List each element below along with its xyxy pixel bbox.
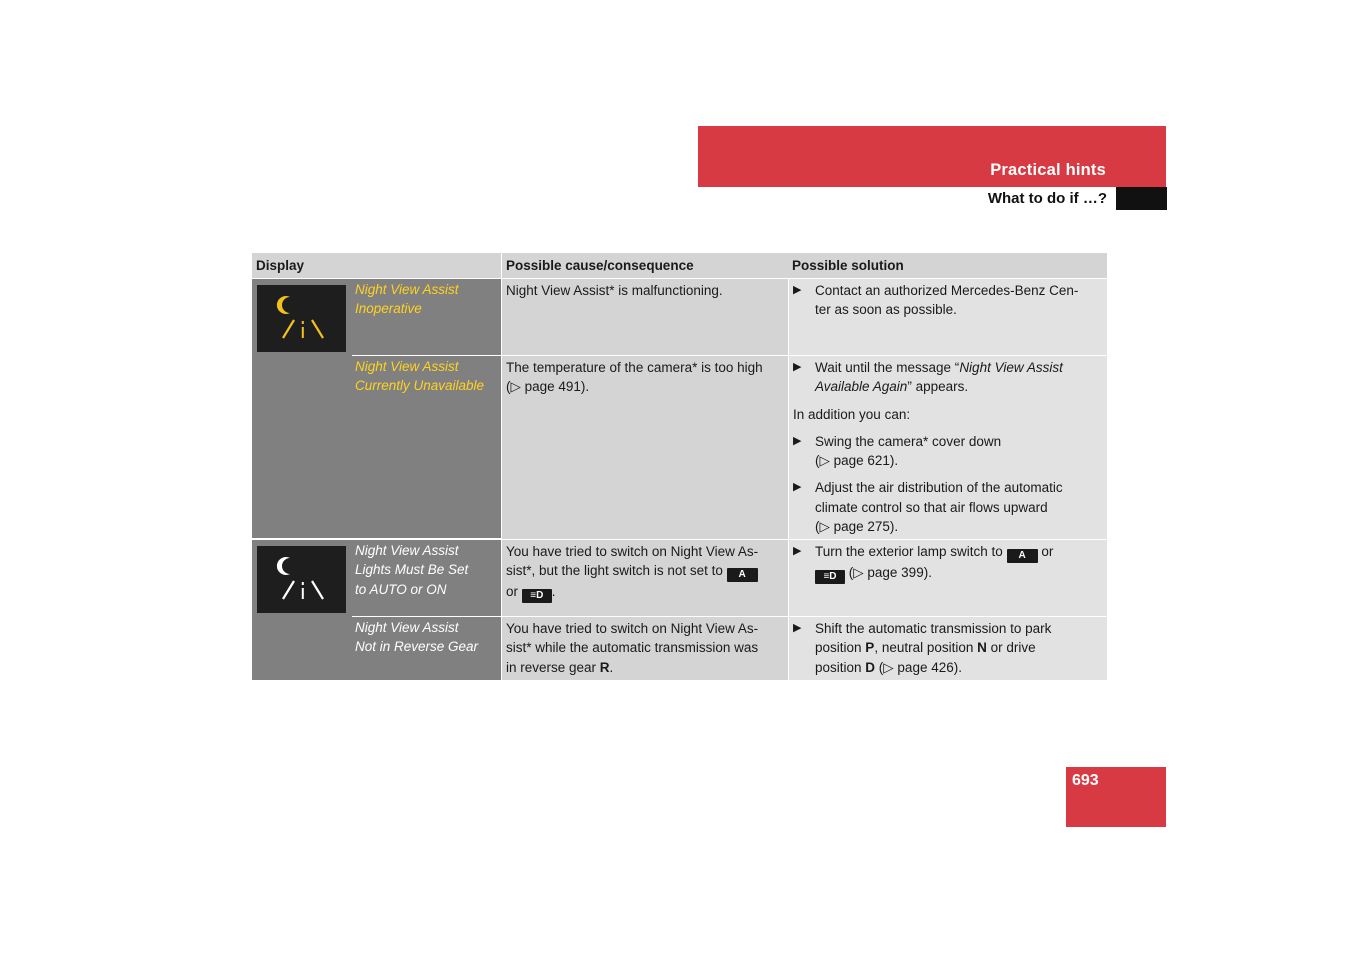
section-header-bar	[698, 126, 1166, 187]
bullet-icon: ▶	[793, 361, 802, 373]
bullet-icon: ▶	[793, 481, 802, 494]
subsection-title: What to do if …?	[987, 190, 1107, 207]
header-cause: Possible cause/consequence	[502, 253, 788, 278]
bullet-icon: ▶	[793, 284, 802, 296]
bullet-icon: ▶	[793, 434, 802, 447]
display-message-inoperative: Night View Assist Inoperative	[355, 282, 459, 317]
night-view-warning-icon	[257, 285, 346, 352]
bullet-icon: ▶	[793, 622, 802, 634]
addition-text: In addition you can:	[793, 406, 911, 422]
list-item: ▶ Turn the exterior lamp switch to A or ≡D (▷ page 399).	[793, 544, 1054, 582]
cause-row-3: You have tried to switch on Night View As- sist*, but the light switch is not set to A or ≡D .	[502, 540, 788, 616]
page-number: 693	[1072, 772, 1099, 789]
bullet-icon: ▶	[793, 545, 802, 557]
low-beam-switch-icon: ≡D	[522, 589, 552, 603]
header-marker	[1116, 187, 1167, 210]
header-solution: Possible solution	[788, 253, 1107, 278]
display-message-lights: Night View Assist Lights Must Be Set to AUTO or ON	[355, 543, 469, 597]
section-title: Practical hints	[990, 161, 1106, 179]
solution-row-2	[789, 356, 1107, 539]
solution-row-4	[789, 617, 1107, 680]
cause-row-4: You have tried to switch on Night View As- sist* while the automatic transmission was in reverse gear R.	[502, 617, 788, 680]
display-message-unavailable: Night View Assist Currently Unavailable	[355, 359, 485, 394]
list-item: ▶ Wait until the message “Night View Assist Available Again” appears.	[793, 360, 1063, 395]
list-item: ▶ Shift the automatic transmission to park position P, neutral position N or drive position D (▷ page 426).	[793, 621, 1052, 675]
night-view-info-icon	[257, 546, 346, 613]
solution-row-1	[789, 279, 1107, 355]
list-item: ▶ Adjust the air distribution of the automatic climate control so that air flows upward (▷ page 275).	[793, 480, 1063, 535]
solution-row-3	[789, 540, 1107, 616]
list-item: ▶ Contact an authorized Mercedes-Benz Cen- ter as soon as possible.	[793, 283, 1079, 318]
auto-switch-icon: A	[1007, 549, 1038, 563]
cause-row-2: The temperature of the camera* is too high (▷ page 491).	[502, 356, 788, 539]
low-beam-switch-icon: ≡D	[815, 570, 845, 584]
cause-row-1: Night View Assist* is malfunctioning.	[502, 279, 788, 355]
list-item: ▶ Swing the camera* cover down (▷ page 621).	[793, 433, 1002, 469]
display-message-reverse: Night View Assist Not in Reverse Gear	[355, 620, 479, 655]
page-number-box	[1066, 767, 1166, 827]
auto-switch-icon: A	[727, 568, 758, 582]
header-display: Display	[252, 253, 501, 278]
